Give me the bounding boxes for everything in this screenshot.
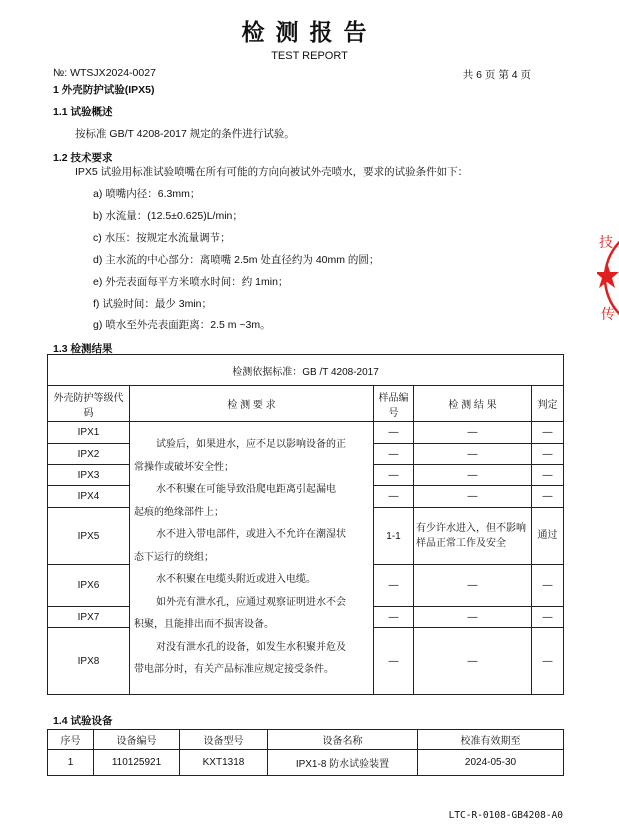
- condition-f: f) 试验时间：最少 3min；: [93, 298, 213, 310]
- row-result: —: [414, 607, 532, 628]
- equipment-header-name: 设备名称: [268, 730, 418, 750]
- row-sample: —: [374, 607, 414, 628]
- requirement-line: 积聚，且能排出而不损害设备。: [134, 619, 274, 630]
- row-code: IPX7: [48, 607, 130, 628]
- row-verdict: —: [532, 607, 564, 628]
- report-title: 检测报告: [241, 19, 378, 46]
- row-result: 有少许水进入，但不影响样品正常工作及安全: [414, 508, 532, 565]
- equipment-name: IPX1-8 防水试验装置: [268, 750, 418, 776]
- overview-text: 按标准 GB/T 4208-2017 规定的条件进行试验。: [75, 128, 295, 140]
- results-heading: 1.3 检测结果: [53, 343, 113, 355]
- report-number-label: №:: [53, 67, 68, 79]
- requirement-line: 常操作或破坏安全性；: [134, 461, 234, 473]
- overview-heading: 1.1 试验概述: [53, 106, 113, 118]
- section-heading: 1 外壳防护试验(IPX5): [53, 84, 155, 96]
- requirement-line: 水不积聚在电缆头附近或进入电缆。: [156, 574, 316, 585]
- requirement-line: 水不进入带电部件，或进入不允许在潮湿状: [156, 529, 346, 540]
- condition-c: c) 水压：按规定水流量调节；: [93, 232, 231, 244]
- requirement-line: 起痕的绝缘部件上；: [134, 506, 224, 518]
- row-result: —: [414, 444, 532, 465]
- requirements-intro: IPX5 试验用标准试验喷嘴在所有可能的方向向被试外壳喷水，要求的试验条件如下：: [75, 166, 469, 178]
- requirement-text: [134, 434, 372, 682]
- row-verdict: —: [532, 628, 564, 695]
- row-code: IPX1: [48, 422, 130, 444]
- row-verdict: 通过: [532, 508, 564, 565]
- row-sample: —: [374, 444, 414, 465]
- equipment-table: [47, 729, 564, 776]
- requirement-line: 带电部分时，有关产品标准应规定接受条件。: [134, 664, 334, 675]
- equipment-model: KXT1318: [180, 750, 268, 776]
- row-sample: —: [374, 565, 414, 607]
- equipment-header-id: 设备编号: [94, 730, 180, 750]
- requirement-line: 水不积聚在可能导致沿爬电距离引起漏电: [156, 484, 336, 495]
- equipment-header-model: 设备型号: [180, 730, 268, 750]
- row-sample: —: [374, 465, 414, 486]
- company-seal-icon: [597, 222, 619, 334]
- row-code: IPX5: [48, 508, 130, 565]
- row-code: IPX2: [48, 444, 130, 465]
- condition-a: a) 喷嘴内径：6.3mm；: [93, 188, 201, 200]
- row-result: —: [414, 565, 532, 607]
- requirement-line: 对没有泄水孔的设备，如发生水积聚并危及: [156, 641, 346, 653]
- condition-b: b) 水流量：(12.5±0.625)L/min；: [93, 210, 243, 222]
- document-code: LTC-R-0108-GB4208-A0: [448, 810, 563, 821]
- condition-d: d) 主水流的中心部分：离喷嘴 2.5m 处直径约为 40mm 的圆；: [93, 254, 380, 266]
- requirement-line: 试验后，如果进水，应不足以影响设备的正: [156, 439, 346, 450]
- table-row: [48, 750, 564, 776]
- row-sample: —: [374, 628, 414, 695]
- report-number-value: WTSJX2024-0027: [70, 67, 156, 79]
- equipment-heading: 1.4 试验设备: [53, 715, 113, 727]
- requirement-line: 如外壳有泄水孔，应通过观察证明进水不会: [156, 596, 346, 608]
- header-result: 检 测 结 果: [414, 386, 532, 422]
- row-code: IPX8: [48, 628, 130, 695]
- equipment-calibration-date: 2024-05-30: [418, 750, 564, 776]
- header-verdict: 判定: [532, 386, 564, 422]
- header-requirement: 检 测 要 求: [130, 386, 374, 422]
- header-code: 外壳防护等级代码: [48, 386, 130, 422]
- row-code: IPX4: [48, 486, 130, 508]
- row-sample: 1-1: [374, 508, 414, 565]
- equipment-id: 110125921: [94, 750, 180, 776]
- requirement-line: 态下运行的绕组；: [134, 551, 214, 563]
- row-verdict: —: [532, 486, 564, 508]
- row-code: IPX3: [48, 465, 130, 486]
- requirements-heading: 1.2 技术要求: [53, 152, 113, 164]
- seal-text-bottom: 传: [601, 306, 615, 322]
- row-result: —: [414, 465, 532, 486]
- equipment-header-calibration: 校准有效期至: [418, 730, 564, 750]
- row-sample: —: [374, 486, 414, 508]
- row-result: —: [414, 628, 532, 695]
- header-sample-no: 样品编号: [374, 386, 414, 422]
- row-verdict: —: [532, 444, 564, 465]
- equipment-index: 1: [48, 750, 94, 776]
- row-verdict: —: [532, 465, 564, 486]
- row-sample: —: [374, 422, 414, 444]
- row-verdict: —: [532, 422, 564, 444]
- condition-g: g) 喷水至外壳表面距离：2.5 m ~3m。: [93, 319, 271, 331]
- report-number: [53, 67, 156, 79]
- row-result: —: [414, 422, 532, 444]
- seal-text-top: 技: [599, 234, 613, 250]
- page-info: 共 6 页 第 4 页: [462, 69, 531, 81]
- condition-e: e) 外壳表面每平方米喷水时间：约 1min；: [93, 276, 289, 288]
- row-code: IPX6: [48, 565, 130, 607]
- equipment-header-index: 序号: [48, 730, 94, 750]
- row-verdict: —: [532, 565, 564, 607]
- report-subtitle: TEST REPORT: [271, 50, 348, 62]
- row-result: —: [414, 486, 532, 508]
- basis-standard-cell: 检测依据标准：GB /T 4208-2017: [48, 355, 564, 386]
